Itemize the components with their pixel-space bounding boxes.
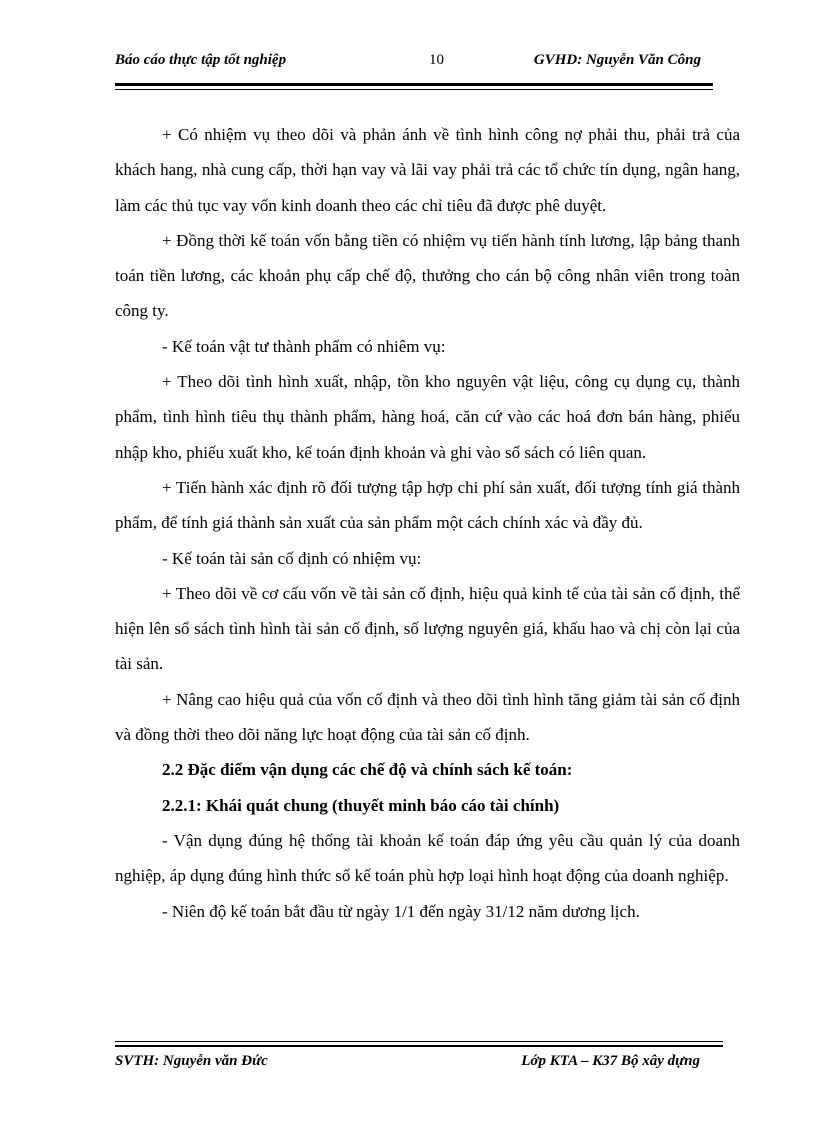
header-supervisor: GVHD: Nguyễn Văn Công <box>533 52 701 68</box>
page-number: 10 <box>429 52 444 68</box>
footer-student: SVTH: Nguyễn văn Đức <box>115 1053 268 1069</box>
paragraph: + Theo dõi về cơ cấu vốn về tài sản cố định, hiệu quả kinh tế của tài sản cố định, thể hiện lên sổ sách tình hình tài sản cố định, số lượng nguyên giá, khấu hao và chị còn lại của tài sản. <box>115 583 740 674</box>
paragraph: + Nâng cao hiệu quả của vốn cố định và theo dõi tình hình tăng giảm tài sản cố định và đồng thời theo dõi năng lực hoạt động của tài sản cố định. <box>115 689 740 745</box>
section-heading: 2.2 Đặc điểm vận dụng các chế độ và chính sách kế toán: <box>162 760 573 780</box>
paragraph: + Có nhiệm vụ theo dõi và phản ánh về tình hình công nợ phải thu, phải trả của khách hang, nhà cung cấp, thời hạn vay và lãi vay phải trả các tổ chức tín dụng, ngân hang, làm các thủ tục vay vốn kinh doanh theo các chỉ tiêu đã được phê duyệt. <box>115 125 740 215</box>
paragraph: + Đồng thời kế toán vốn bằng tiền có nhiệm vụ tiến hành tính lương, lập bảng thanh toán tiền lương, các khoản phụ cấp chế độ, thưởng cho cán bộ công nhân viên trong toàn công ty. <box>115 230 740 321</box>
paragraph: - Niên độ kế toán bắt đầu từ ngày 1/1 đến ngày 31/12 năm dương lịch. <box>162 901 640 921</box>
paragraph: + Tiến hành xác định rõ đối tượng tập hợp chi phí sản xuất, đối tượng tính giá thành phẩm, để tính giá thành sản xuất của sản phẩm một cách chính xác và đầy đủ. <box>115 477 740 533</box>
header-report-title: Báo cáo thực tập tốt nghiệp <box>115 52 287 68</box>
paragraph: - Kế toán tài sản cố định có nhiệm vụ: <box>162 548 422 568</box>
footer-divider <box>115 1041 723 1044</box>
page-header <box>115 52 715 76</box>
paragraph: - Kế toán vật tư thành phẩm có nhiêm vụ: <box>162 336 446 356</box>
subsection-heading: 2.2.1: Khái quát chung (thuyết minh báo cáo tài chính) <box>162 795 560 815</box>
paragraph: + Theo dõi tình hình xuất, nhập, tồn kho nguyên vật liệu, công cụ dụng cụ, thành phẩm, tình hình tiêu thụ thành phẩm, hàng hoá, căn cứ vào các hoá đơn bán hàng, phiếu nhập kho, phiếu xuất kho, kế toán định khoản và ghi vào sổ sách có liên quan. <box>115 372 740 462</box>
footer-class: Lớp KTA – K37 Bộ xây dựng <box>521 1053 700 1069</box>
page-footer <box>115 1053 725 1077</box>
paragraph: - Vận dụng đúng hệ thống tài khoản kế toán đáp ứng yêu cầu quản lý của doanh nghiệp, áp dụng đúng hình thức sổ kế toán phù hợp loại hình hoạt động của doanh nghiệp. <box>115 830 740 886</box>
document-body <box>115 117 740 929</box>
header-divider <box>115 83 713 88</box>
